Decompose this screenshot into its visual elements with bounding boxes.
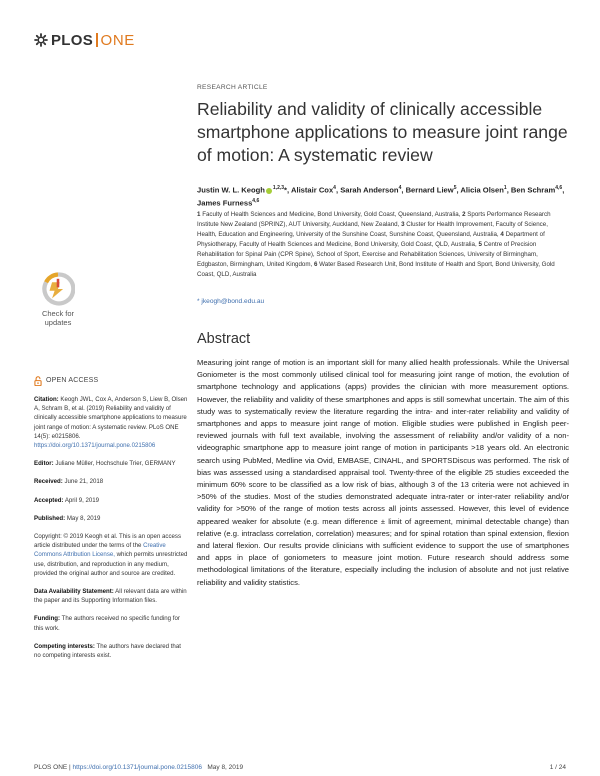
check-for-updates-line2: updates <box>44 318 72 327</box>
author-affiliation-sup: 4,6 <box>252 198 260 205</box>
corresponding-email[interactable]: * jkeogh@bond.edu.au <box>197 298 265 305</box>
author-name[interactable]: James Furness <box>197 198 253 208</box>
abstract-text: Measuring joint range of motion is an important skill for many allied health professionals. While the Universal Goniometer is the most commonly utilised clinical tool for measuring joint range of motion, the evolution of smartphone technology and applications (apps) provides the clinician with more measurement options. However, the reliability and validity of these smartphones and apps is still somewhat uncertain. The aim of this study was to systematically review the literature regarding the intra- and inter-rater reliability and validity of smartphones and apps to measure joint range of motion. Eligible studies were published in English peer-reviewed journals with full text available, involving the assessment of reliability and/or validity of a non-videographic smartphone app to measure joint range of motion in participants >18 years old. An electronic search using PubMed, Medline via Ovid, EMBASE, CINAHL, and SPORTSDiscus was performed. The risk of bias was assessed using a standardised appraisal tool. Twenty-three of the eligible 25 studies exceeded the minimum 60% score to be classified as a low risk of bias, although 3 of the 13 criteria were not achieved in >50% of the studies. Most of the studies demonstrated adequate intra-rater or inter-rater reliability and/or validity for >50% of the range of motion tests across all joints assessed. However, this level of evidence appeared weaker for absolute (e.g. mean difference ± limit of agreement, minimal detectable change) than relative (e.g. intraclass correlation, correlation) measures; and for spinal rotation than spinal extension, flexion and lateral flexion. Our results provide clinicians with sufficient evidence to support the use of smartphones and apps in place of goniometers to measure joint motion. Future research should address some methodological limitations of the literature, especially including the inclusion of absolute and not just relative reliability and validity statistics. <box>197 358 569 587</box>
editor-text: Juliane Müller, Hochschule Trier, GERMANY <box>55 460 176 468</box>
author-affiliation-sup: 4,6 <box>555 185 563 191</box>
affiliation-number: 5 <box>478 241 482 248</box>
author-name[interactable]: Ben Schram <box>510 185 556 195</box>
affiliation-number: 6 <box>313 261 318 268</box>
author-affiliation-sup: 4 <box>398 185 402 191</box>
footer-separator: | <box>67 764 73 771</box>
logo-plos-text: PLOS <box>51 31 94 49</box>
published-date: May 8, 2019 <box>66 514 101 522</box>
published-block <box>34 514 189 523</box>
author-separator: , <box>287 185 291 195</box>
author-separator: , <box>335 185 341 195</box>
article-title: Reliability and validity of clinically accessible smartphone applications to measure joint range of motion: A systematic review <box>197 99 568 165</box>
journal-logo[interactable] <box>34 31 135 49</box>
plos-star-icon <box>34 33 48 47</box>
author-list <box>197 183 569 209</box>
abstract-heading: Abstract <box>197 331 251 347</box>
author-affiliation-sup: 5 <box>453 185 457 191</box>
citation-block <box>34 395 189 450</box>
competing-interests-block <box>34 642 189 660</box>
footer-journal: PLOS ONE <box>34 764 68 771</box>
author-name[interactable]: Justin W. L. Keogh <box>197 185 265 195</box>
received-date: June 21, 2018 <box>64 478 104 486</box>
accepted-label: Accepted: <box>34 496 64 504</box>
editor-label: Editor: <box>34 460 54 468</box>
accepted-date: April 9, 2019 <box>64 496 100 504</box>
article-sidebar <box>34 376 189 669</box>
received-label: Received: <box>34 478 63 486</box>
affiliation-text: Sports Performance Research Institute New Zealand (SPRINZ), AUT University, Auckland, New Zealand, <box>197 211 551 228</box>
competing-interests-label: Competing interests: <box>34 642 95 650</box>
check-for-updates-icon <box>41 272 75 306</box>
author-affiliation-sup: 4 <box>333 185 336 191</box>
affiliation-number: 1 <box>197 211 201 218</box>
affiliation-text: Faculty of Health Sciences and Medicine, Bond University, Gold Coast, Queensland, Australia, <box>202 211 461 218</box>
citation-label: Citation: <box>34 396 59 403</box>
license-link[interactable]: Creative Commons Attribution License, <box>34 542 166 559</box>
orcid-icon[interactable] <box>266 188 272 194</box>
check-for-updates-badge[interactable] <box>34 272 82 327</box>
author-name[interactable]: Sarah Anderson <box>340 185 399 195</box>
data-availability-label: Data Availability Statement: <box>34 588 114 596</box>
affiliation-number: 4 <box>500 231 504 238</box>
citation-doi-link[interactable]: https://doi.org/10.1371/journal.pone.0215806 <box>34 442 156 450</box>
open-access-badge <box>34 376 189 386</box>
affiliation-number: 2 <box>462 211 466 218</box>
author-separator: , <box>401 185 406 195</box>
data-availability-text: All relevant data are within the paper and its Supporting Information files. <box>34 588 187 605</box>
published-label: Published: <box>34 514 66 522</box>
funding-text: The authors received no specific funding for this work. <box>34 615 180 632</box>
author-affiliation-sup: 1 <box>503 185 507 191</box>
open-lock-icon <box>34 376 42 386</box>
accepted-block <box>34 496 189 505</box>
page-number: 1 / 24 <box>549 764 566 771</box>
affiliation-number: 3 <box>401 221 405 228</box>
editor-block <box>34 459 189 468</box>
page-footer <box>34 764 566 771</box>
copyright-text: Copyright: © 2019 Keogh et al. This is an open access article distributed under the terms of the <box>34 533 181 550</box>
funding-block <box>34 614 189 632</box>
author-separator: , <box>456 185 461 195</box>
author-separator: , <box>562 185 565 195</box>
article-type: RESEARCH ARTICLE <box>197 84 268 91</box>
author-name[interactable]: Bernard Liew <box>405 185 454 195</box>
citation-text: Keogh JWL, Cox A, Anderson S, Liew B, Olsen A, Schram B, et al. (2019) Reliability and validity of clinically accessible smartphone applications to measure joint range of motion: A systematic review. PLoS ONE 14(5): e0215806. <box>34 396 188 440</box>
received-block <box>34 477 189 486</box>
footer-doi-link[interactable]: https://doi.org/10.1371/journal.pone.0215806 <box>72 764 202 771</box>
copyright-block <box>34 532 189 578</box>
affiliation-text: Department of Physiotherapy, Faculty of Health Sciences and Medicine, Bond University, Gold Coast, QLD, Australia, <box>197 231 545 248</box>
author-name[interactable]: Alistair Cox <box>290 185 334 195</box>
corresponding-mark: * <box>284 185 288 195</box>
check-for-updates-line1: Check for <box>41 309 75 318</box>
funding-label: Funding: <box>34 615 61 623</box>
affiliation-text: Water Based Research Unit, Bond Institute of Health and Sport, Bond University, Gold Coast, QLD, Australia <box>197 261 555 278</box>
author-separator: , <box>506 185 511 195</box>
author-affiliation-sup: 1,2,3 <box>272 185 285 191</box>
author-name[interactable]: Alicia Olsen <box>460 185 504 195</box>
affiliations <box>197 210 569 280</box>
logo-one-text: ONE <box>100 31 135 49</box>
footer-date: May 8, 2019 <box>207 764 244 771</box>
competing-interests-text: The authors have declared that no competing interests exist. <box>34 642 181 660</box>
logo-divider <box>96 33 98 47</box>
open-access-label: OPEN ACCESS <box>46 377 99 385</box>
affiliation-text: Centre of Precision Rehabilitation for Spinal Pain (CPR Spine), School of Sport, Exercise and Rehabilitation Sciences, University of Birmingham, Edgbaston, Birmingham, United Kingdom, <box>197 241 538 268</box>
affiliation-text: Cluster for Health Improvement, Faculty of Science, Health, Education and Engineering, University of the Sunshine Coast, Sunshine Coast, Queensland, Australia, <box>197 221 548 238</box>
copyright-text-end: which permits unrestricted use, distribution, and reproduction in any medium, provided the original author and source are credited. <box>34 551 188 577</box>
data-availability-block <box>34 587 189 605</box>
